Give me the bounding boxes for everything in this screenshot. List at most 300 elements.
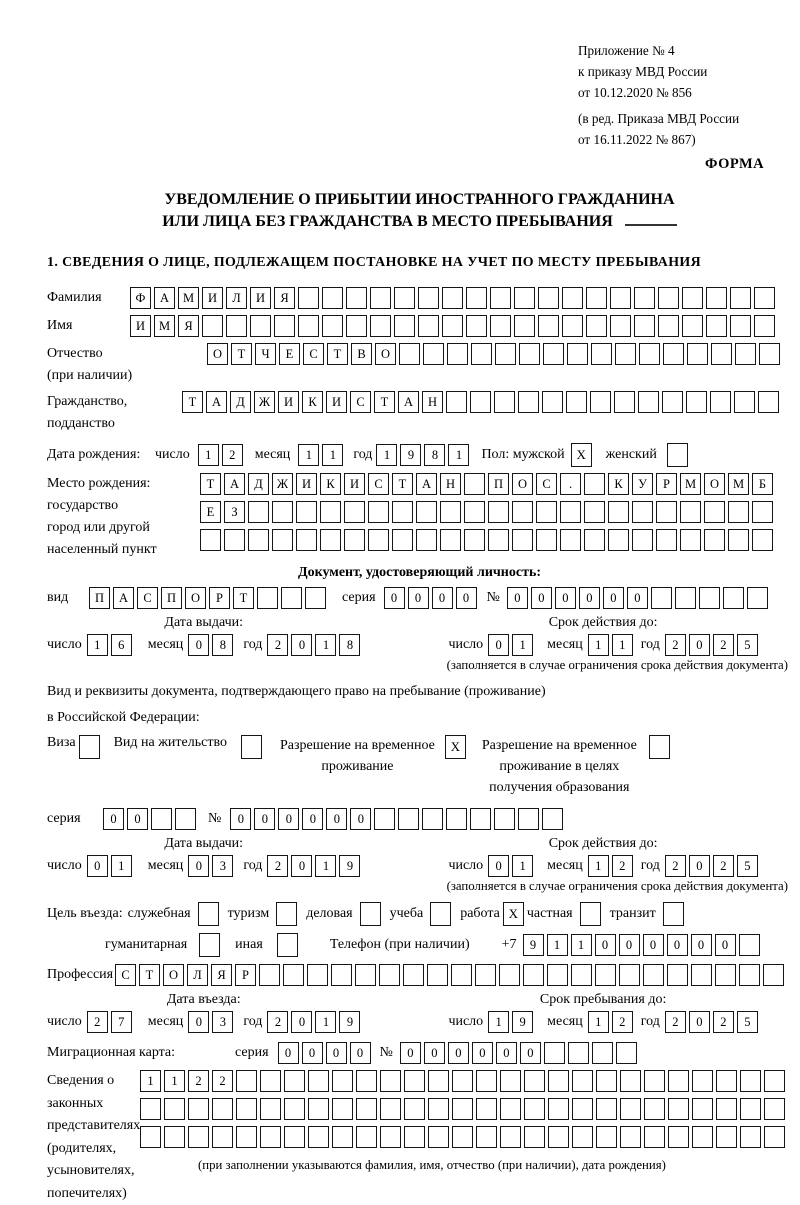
form-cell[interactable]: С [536,473,557,495]
form-cell[interactable] [476,1070,497,1092]
form-cell[interactable] [427,964,448,986]
form-cell[interactable] [699,587,720,609]
form-cell[interactable]: 0 [488,634,509,656]
form-cell[interactable] [667,964,688,986]
form-cell[interactable] [446,808,467,830]
form-cell[interactable] [644,1126,665,1148]
form-cell[interactable]: 1 [87,634,108,656]
form-cell[interactable] [499,964,520,986]
form-cell[interactable] [260,1098,281,1120]
form-cell[interactable] [634,315,655,337]
form-cell[interactable]: 0 [603,587,624,609]
form-cell[interactable]: С [350,391,371,413]
form-cell[interactable] [296,529,317,551]
form-cell[interactable] [416,529,437,551]
form-cell[interactable] [140,1098,161,1120]
form-cell[interactable] [298,315,319,337]
form-cell[interactable]: 0 [643,934,664,956]
form-cell[interactable]: В [351,343,372,365]
form-cell[interactable] [682,315,703,337]
form-cell[interactable]: 0 [715,934,736,956]
form-cell[interactable] [632,529,653,551]
form-cell[interactable] [452,1098,473,1120]
form-cell[interactable] [188,1126,209,1148]
form-cell[interactable]: 0 [278,808,299,830]
form-cell[interactable]: Я [211,964,232,986]
form-cell[interactable]: . [560,473,581,495]
form-cell[interactable]: 1 [315,1011,336,1033]
form-cell[interactable]: А [154,287,175,309]
form-cell[interactable]: 1 [588,855,609,877]
form-cell[interactable] [488,501,509,523]
form-cell[interactable] [475,964,496,986]
form-cell[interactable] [423,343,444,365]
form-cell[interactable] [754,287,775,309]
form-cell[interactable] [332,1126,353,1148]
form-cell[interactable]: 0 [278,1042,299,1064]
form-cell[interactable]: И [326,391,347,413]
form-cell[interactable] [572,1098,593,1120]
form-cell[interactable] [710,391,731,413]
form-cell[interactable] [658,287,679,309]
form-cell[interactable] [470,808,491,830]
form-cell[interactable]: 0 [579,587,600,609]
form-cell[interactable] [200,529,221,551]
form-cell[interactable]: 0 [87,855,108,877]
form-cell[interactable]: Л [226,287,247,309]
form-cell[interactable] [164,1098,185,1120]
form-cell[interactable] [274,315,295,337]
form-cell[interactable] [332,1070,353,1092]
form-cell[interactable]: О [375,343,396,365]
form-cell[interactable]: С [303,343,324,365]
form-cell[interactable] [500,1070,521,1092]
form-cell[interactable] [236,1126,257,1148]
form-cell[interactable] [592,1042,613,1064]
form-cell[interactable]: 0 [689,855,710,877]
form-cell[interactable] [344,501,365,523]
form-cell[interactable]: 2 [267,634,288,656]
form-cell[interactable] [298,287,319,309]
form-cell[interactable] [572,1126,593,1148]
form-cell[interactable] [584,473,605,495]
form-cell[interactable] [687,343,708,365]
form-cell[interactable] [260,1126,281,1148]
form-cell[interactable]: 2 [222,444,243,466]
form-cell[interactable] [747,587,768,609]
form-cell[interactable] [620,1126,641,1148]
form-cell[interactable]: У [632,473,653,495]
form-cell[interactable]: 2 [612,855,633,877]
form-cell[interactable] [151,808,172,830]
form-cell[interactable] [692,1126,713,1148]
form-cell[interactable]: Н [422,391,443,413]
form-cell[interactable] [619,964,640,986]
form-cell[interactable]: Е [279,343,300,365]
form-cell[interactable] [519,343,540,365]
form-cell[interactable]: 5 [737,855,758,877]
form-cell[interactable] [758,391,779,413]
form-cell[interactable] [543,343,564,365]
form-cell[interactable]: 1 [547,934,568,956]
form-cell[interactable] [500,1098,521,1120]
form-cell[interactable] [394,315,415,337]
form-cell[interactable]: М [728,473,749,495]
form-cell[interactable] [620,1098,641,1120]
form-cell[interactable] [560,501,581,523]
visa-checkbox[interactable] [79,735,100,759]
form-cell[interactable] [638,391,659,413]
form-cell[interactable]: 2 [87,1011,108,1033]
form-cell[interactable] [404,1070,425,1092]
form-cell[interactable] [739,934,760,956]
form-cell[interactable] [680,501,701,523]
form-cell[interactable] [356,1070,377,1092]
form-cell[interactable] [620,1070,641,1092]
form-cell[interactable] [379,964,400,986]
form-cell[interactable]: 2 [665,855,686,877]
form-cell[interactable]: 1 [588,1011,609,1033]
form-cell[interactable]: Р [656,473,677,495]
form-cell[interactable] [566,391,587,413]
form-cell[interactable] [272,501,293,523]
form-cell[interactable] [512,501,533,523]
form-cell[interactable] [542,808,563,830]
form-cell[interactable] [544,1042,565,1064]
form-cell[interactable]: Я [274,287,295,309]
form-cell[interactable]: Н [440,473,461,495]
form-cell[interactable] [164,1126,185,1148]
form-cell[interactable]: 1 [111,855,132,877]
form-cell[interactable] [248,529,269,551]
form-cell[interactable]: Т [231,343,252,365]
form-cell[interactable]: А [398,391,419,413]
form-cell[interactable] [344,529,365,551]
form-cell[interactable] [691,964,712,986]
form-cell[interactable]: А [224,473,245,495]
form-cell[interactable] [296,501,317,523]
form-cell[interactable]: К [608,473,629,495]
form-cell[interactable]: И [344,473,365,495]
form-cell[interactable]: 2 [267,1011,288,1033]
form-cell[interactable] [739,964,760,986]
form-cell[interactable] [490,315,511,337]
form-cell[interactable] [735,343,756,365]
form-cell[interactable]: Т [392,473,413,495]
form-cell[interactable] [284,1098,305,1120]
form-cell[interactable]: 0 [432,587,453,609]
form-cell[interactable] [692,1070,713,1092]
form-cell[interactable]: 2 [212,1070,233,1092]
form-cell[interactable]: 2 [713,634,734,656]
form-cell[interactable]: 1 [198,444,219,466]
form-cell[interactable] [542,391,563,413]
form-cell[interactable] [428,1070,449,1092]
form-cell[interactable] [236,1070,257,1092]
form-cell[interactable] [451,964,472,986]
form-cell[interactable] [320,501,341,523]
form-cell[interactable] [716,1126,737,1148]
form-cell[interactable]: Д [248,473,269,495]
form-cell[interactable] [394,287,415,309]
form-cell[interactable] [308,1070,329,1092]
form-cell[interactable] [464,529,485,551]
form-cell[interactable] [331,964,352,986]
form-cell[interactable]: О [512,473,533,495]
form-cell[interactable]: 0 [507,587,528,609]
form-cell[interactable] [536,501,557,523]
form-cell[interactable] [686,391,707,413]
form-cell[interactable] [250,315,271,337]
form-cell[interactable] [368,501,389,523]
form-cell[interactable] [524,1126,545,1148]
form-cell[interactable]: 1 [588,634,609,656]
form-cell[interactable]: Ж [254,391,275,413]
form-cell[interactable] [514,315,535,337]
form-cell[interactable]: 0 [627,587,648,609]
form-cell[interactable] [584,501,605,523]
form-cell[interactable] [704,501,725,523]
form-cell[interactable]: И [250,287,271,309]
form-cell[interactable]: 7 [111,1011,132,1033]
form-cell[interactable] [740,1126,761,1148]
form-cell[interactable]: И [296,473,317,495]
form-cell[interactable] [682,287,703,309]
form-cell[interactable] [740,1070,761,1092]
form-cell[interactable]: 0 [188,634,209,656]
form-cell[interactable]: 1 [376,444,397,466]
form-cell[interactable]: Б [752,473,773,495]
form-cell[interactable]: 0 [291,855,312,877]
form-cell[interactable]: 0 [496,1042,517,1064]
form-cell[interactable]: 0 [350,808,371,830]
form-cell[interactable]: 2 [188,1070,209,1092]
form-cell[interactable] [524,1098,545,1120]
form-cell[interactable] [380,1070,401,1092]
form-cell[interactable]: 5 [737,1011,758,1033]
form-cell[interactable] [452,1126,473,1148]
form-cell[interactable]: 0 [691,934,712,956]
form-cell[interactable]: 0 [188,855,209,877]
form-cell[interactable]: 0 [456,587,477,609]
form-cell[interactable] [494,808,515,830]
form-cell[interactable] [728,529,749,551]
form-cell[interactable] [370,287,391,309]
form-cell[interactable]: 0 [326,1042,347,1064]
form-cell[interactable]: 0 [424,1042,445,1064]
form-cell[interactable]: О [185,587,206,609]
form-cell[interactable] [140,1126,161,1148]
form-cell[interactable]: М [680,473,701,495]
form-cell[interactable] [440,501,461,523]
form-cell[interactable] [404,1098,425,1120]
form-cell[interactable]: Л [187,964,208,986]
form-cell[interactable] [307,964,328,986]
form-cell[interactable] [452,1070,473,1092]
form-cell[interactable] [562,287,583,309]
form-cell[interactable]: С [368,473,389,495]
purpose-private-checkbox[interactable] [580,902,601,926]
form-cell[interactable] [212,1126,233,1148]
form-cell[interactable]: 1 [298,444,319,466]
form-cell[interactable] [398,808,419,830]
form-cell[interactable] [662,391,683,413]
edu-permit-checkbox[interactable] [649,735,670,759]
form-cell[interactable]: О [163,964,184,986]
form-cell[interactable] [591,343,612,365]
form-cell[interactable] [416,501,437,523]
form-cell[interactable]: 2 [665,634,686,656]
form-cell[interactable] [236,1098,257,1120]
purpose-study-checkbox[interactable] [430,902,451,926]
form-cell[interactable]: 1 [315,855,336,877]
form-cell[interactable] [518,391,539,413]
form-cell[interactable] [643,964,664,986]
form-cell[interactable] [418,315,439,337]
form-cell[interactable] [562,315,583,337]
form-cell[interactable] [730,287,751,309]
purpose-transit-checkbox[interactable] [663,902,684,926]
residence-permit-checkbox[interactable] [241,735,262,759]
purpose-service-checkbox[interactable] [198,902,219,926]
form-cell[interactable] [668,1098,689,1120]
form-cell[interactable]: 1 [512,634,533,656]
form-cell[interactable] [404,1126,425,1148]
form-cell[interactable]: 1 [448,444,469,466]
form-cell[interactable] [488,529,509,551]
form-cell[interactable] [346,315,367,337]
form-cell[interactable] [536,529,557,551]
sex-female-checkbox[interactable] [667,443,688,467]
form-cell[interactable] [759,343,780,365]
form-cell[interactable] [632,501,653,523]
form-cell[interactable]: 1 [488,1011,509,1033]
form-cell[interactable] [752,501,773,523]
form-cell[interactable] [226,315,247,337]
form-cell[interactable] [284,1070,305,1092]
form-cell[interactable]: 0 [595,934,616,956]
form-cell[interactable]: 1 [571,934,592,956]
form-cell[interactable]: 0 [689,634,710,656]
form-cell[interactable] [224,529,245,551]
form-cell[interactable] [596,1098,617,1120]
form-cell[interactable] [355,964,376,986]
form-cell[interactable]: 2 [267,855,288,877]
form-cell[interactable]: 8 [212,634,233,656]
form-cell[interactable]: И [130,315,151,337]
form-cell[interactable] [212,1098,233,1120]
form-cell[interactable] [374,808,395,830]
form-cell[interactable] [548,1070,569,1092]
form-cell[interactable] [704,529,725,551]
form-cell[interactable] [740,1098,761,1120]
form-cell[interactable]: 8 [424,444,445,466]
purpose-business-checkbox[interactable] [360,902,381,926]
form-cell[interactable]: 2 [713,1011,734,1033]
form-cell[interactable] [586,315,607,337]
form-cell[interactable] [651,587,672,609]
form-cell[interactable]: П [89,587,110,609]
form-cell[interactable] [188,1098,209,1120]
form-cell[interactable]: Ч [255,343,276,365]
form-cell[interactable] [547,964,568,986]
form-cell[interactable] [675,587,696,609]
form-cell[interactable] [668,1126,689,1148]
form-cell[interactable]: 3 [212,855,233,877]
form-cell[interactable] [466,315,487,337]
sex-male-checkbox[interactable]: X [571,443,592,467]
form-cell[interactable] [614,391,635,413]
form-cell[interactable] [538,287,559,309]
form-cell[interactable] [259,964,280,986]
form-cell[interactable] [399,343,420,365]
form-cell[interactable] [494,391,515,413]
form-cell[interactable]: 2 [665,1011,686,1033]
purpose-work-checkbox[interactable]: X [503,902,524,926]
form-cell[interactable]: 0 [555,587,576,609]
form-cell[interactable] [514,287,535,309]
form-cell[interactable]: 0 [472,1042,493,1064]
form-cell[interactable]: 0 [188,1011,209,1033]
form-cell[interactable]: 5 [737,634,758,656]
form-cell[interactable] [723,587,744,609]
form-cell[interactable]: 0 [667,934,688,956]
form-cell[interactable] [500,1126,521,1148]
form-cell[interactable] [548,1098,569,1120]
form-cell[interactable] [596,1126,617,1148]
form-cell[interactable]: 0 [103,808,124,830]
form-cell[interactable]: 0 [520,1042,541,1064]
form-cell[interactable]: А [416,473,437,495]
form-cell[interactable]: П [488,473,509,495]
form-cell[interactable]: Я [178,315,199,337]
form-cell[interactable] [567,343,588,365]
form-cell[interactable]: 1 [322,444,343,466]
form-cell[interactable]: К [320,473,341,495]
form-cell[interactable]: М [178,287,199,309]
form-cell[interactable]: 0 [689,1011,710,1033]
form-cell[interactable]: 3 [212,1011,233,1033]
form-cell[interactable]: 1 [164,1070,185,1092]
form-cell[interactable] [356,1126,377,1148]
form-cell[interactable] [590,391,611,413]
form-cell[interactable] [470,391,491,413]
form-cell[interactable] [568,1042,589,1064]
form-cell[interactable]: С [137,587,158,609]
form-cell[interactable]: О [207,343,228,365]
form-cell[interactable] [422,808,443,830]
form-cell[interactable] [442,287,463,309]
form-cell[interactable] [752,529,773,551]
temp-permit-checkbox[interactable]: X [445,735,466,759]
purpose-other-checkbox[interactable] [277,933,298,957]
form-cell[interactable] [346,287,367,309]
form-cell[interactable] [440,529,461,551]
form-cell[interactable] [644,1070,665,1092]
form-cell[interactable]: К [302,391,323,413]
form-cell[interactable] [639,343,660,365]
form-cell[interactable] [283,964,304,986]
form-cell[interactable] [523,964,544,986]
form-cell[interactable] [572,1070,593,1092]
form-cell[interactable] [471,343,492,365]
form-cell[interactable]: П [161,587,182,609]
form-cell[interactable]: 2 [612,1011,633,1033]
form-cell[interactable] [260,1070,281,1092]
form-cell[interactable] [692,1098,713,1120]
form-cell[interactable]: 1 [315,634,336,656]
form-cell[interactable] [596,1070,617,1092]
